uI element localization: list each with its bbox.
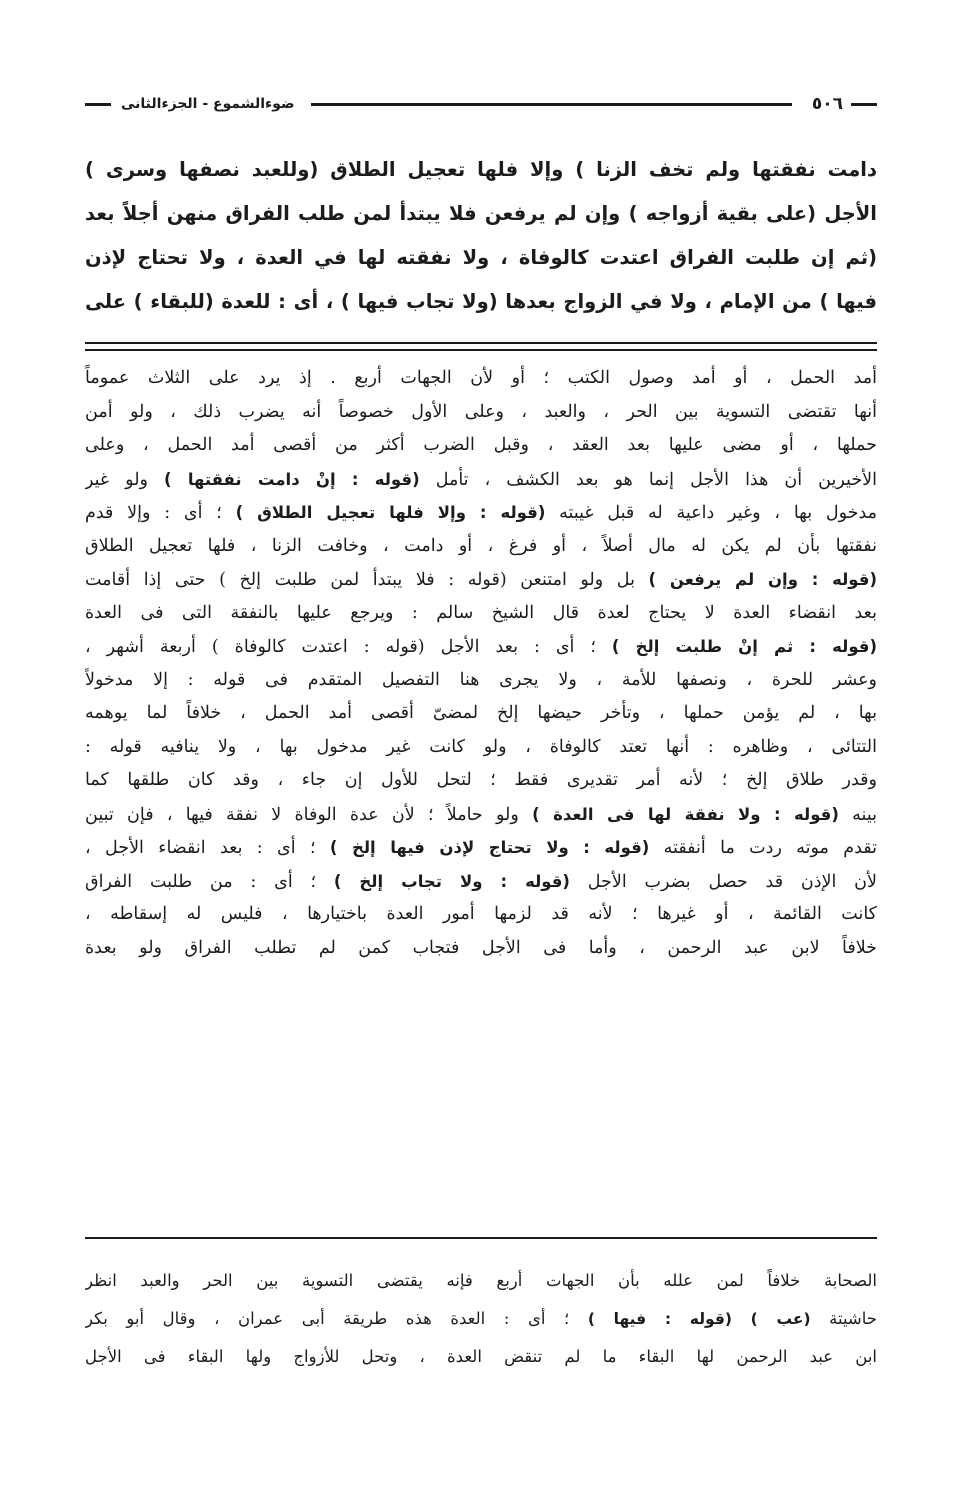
line-text: ؛ أى : بعد انقضاء الأجل ،: [85, 838, 330, 858]
line-text: بينه: [838, 804, 877, 825]
commentary-line: [85, 429, 877, 463]
bold-quote: (قوله : وإن لم يرفعن ): [648, 570, 877, 589]
commentary-line: [85, 898, 877, 932]
main-text-line: فيها ) من الإمام ، ولا في الزواج بعدها (ولا تجاب فيها ) ، أى : للعدة (للبقاء ) على: [85, 290, 877, 313]
page-number: ٥٠٦: [811, 94, 843, 114]
footnote-line: [85, 1300, 877, 1338]
line-text: حاشيتة: [810, 1309, 877, 1328]
commentary-line: [85, 664, 877, 698]
line-text: أمد الحمل ، أو أمد وصول الكتب ؛ أو لأن الجهات أربع . إذ يرد على الثلاث عموماً: [85, 368, 877, 388]
line-text: ؛ أى : وإلا قدم: [85, 503, 236, 523]
running-header: [85, 88, 877, 120]
commentary-line: [85, 731, 877, 765]
line-text: بها ، لم يؤمن حملها ، وتأخر حيضها إلخ لمضىّ أقصى أمد الحمل ، خلافاً لما يوهمه: [85, 703, 877, 723]
footnote-block: [85, 1262, 877, 1376]
commentary-line: [85, 563, 877, 597]
commentary-line: [85, 630, 877, 664]
line-text: الصحابة خلافاً لمن علله بأن الجهات أربع فإنه يقتضى التسوية بين الحر والعبد انظر: [85, 1271, 877, 1290]
footnote-line: [85, 1338, 877, 1376]
commentary-line: [85, 798, 877, 832]
commentary-line: [85, 362, 877, 396]
commentary-line: [85, 697, 877, 731]
footnote-line: [85, 1262, 877, 1300]
line-text: أنها تقتضى التسوية بين الحر ، والعبد ، وعلى الأول خصوصاً أنه يضرب ذلك ، ولو أمن: [85, 401, 877, 422]
line-text: ؛ أى : من طلبت الفراق: [85, 871, 334, 892]
line-text: وعشر للحرة ، ونصفها للأمة ، ولا يجرى هنا التفصيل المتقدم فى قوله : إلا مدخولاً: [85, 669, 877, 690]
commentary-line: [85, 764, 877, 798]
line-text: ؛ أى : العدة هذه طريقة أبى عمران ، وقال أبو بكر: [85, 1309, 588, 1328]
line-text: بل ولو امتنعن (قوله : فلا يبتدأ لمن طلبت إلخ ) حتى إذا أقامت: [85, 570, 649, 590]
line-text: مدخول بها ، وغير داعية له قبل غيبته: [545, 503, 877, 523]
line-text: لأن الإذن قد حصل بضرب الأجل: [569, 871, 877, 892]
main-text-line: دامت نفقتها ولم تخف الزنا ) وإلا فلها تعجيل الطلاق (وللعبد نصفها وسرى ): [85, 158, 877, 181]
commentary-line: [85, 597, 877, 631]
bold-quote: (قوله : ولا نفقة لها فى العدة ): [532, 804, 839, 824]
bold-quote: (قوله : ثم إنْ طلبت إلخ ): [611, 637, 877, 656]
bold-quote: (قوله : ولا تجاب إلخ ): [333, 871, 570, 891]
book-title: ضوءالشموع - الجزءالثانى: [121, 96, 295, 112]
commentary-block: [85, 362, 877, 965]
commentary-line: [85, 396, 877, 430]
commentary-line: [85, 530, 877, 564]
commentary-line: [85, 865, 877, 899]
bold-quote: (قوله : وإلا فلها تعجيل الطلاق ): [235, 503, 546, 522]
header-dash-right: [851, 103, 877, 106]
bold-quote: (قوله : ولا تحتاج لإذن فيها إلخ ): [329, 838, 650, 857]
bold-quote: (قوله : إنْ دامت نفقتها ): [164, 469, 420, 489]
main-text-block: [85, 148, 877, 324]
line-text: خلافاً لابن عبد الرحمن ، وأما فى الأجل فتجاب كمن لم تطلب الفراق ولو بعدة: [85, 937, 877, 958]
line-text: حملها ، أو مضى عليها بعد العقد ، وقبل الضرب أكثر من أقصى أمد الحمل ، وعلى: [85, 435, 877, 455]
main-text-line: (ثم إن طلبت الفراق اعتدت كالوفاة ، ولا نفقته لها في العدة ، ولا تحتاج لإذن: [85, 246, 877, 269]
main-text-line: الأجل (على بقية أزواجه ) وإن لم يرفعن فلا يبتدأ لمن طلب الفراق منهن أجلاً بعد: [85, 202, 877, 225]
line-text: ابن عبد الرحمن لها البقاء ما لم تنقض العدة ، وتحل للأزواج ولها البقاء فى الأجل: [85, 1347, 877, 1366]
line-text: كانت القائمة ، أو غيرها ؛ لأنه قد لزمها أمور العدة باختيارها ، فليس له إسقاطه ،: [85, 904, 877, 924]
line-text: الأخيرين أن هذا الأجل إنما هو بعد الكشف ، تأمل: [419, 469, 877, 490]
header-rule: [311, 103, 792, 106]
commentary-line: [85, 831, 877, 865]
line-text: ولو حاملاً ؛ لأن عدة الوفاة لا نفقة فيها ، فإن تبين: [85, 804, 533, 825]
commentary-line: [85, 932, 877, 966]
line-text: ؛ أى : بعد الأجل (قوله : اعتدت كالوفاة ) أربعة أشهر ،: [85, 637, 612, 657]
line-text: التتائى ، وظاهره : أنها تعتد كالوفاة ، ولو كانت غير مدخول بها ، ولا ينافيه قوله :: [85, 736, 877, 757]
footnote-divider: [85, 1237, 877, 1239]
line-text: ولو غير: [85, 469, 165, 490]
line-text: بعد انقضاء العدة لا يحتاج لعدة قال الشيخ سالم : ويرجع عليها بالنفقة التى فى العدة: [85, 602, 877, 623]
line-text: نفقتها بأن لم يكن له مال أصلاً ، أو فرغ ، أو دامت ، وخافت الزنا ، فلها تعجيل الطلاق: [85, 535, 877, 556]
bold-quote: (عب ) (قوله : فيها ): [587, 1310, 811, 1328]
double-divider: [85, 342, 877, 351]
commentary-line: [85, 496, 877, 530]
line-text: وقدر طلاق إلخ ؛ لأنه أمر تقديرى فقط ؛ لتحل للأول إن جاء ، وقد كان طلقها كما: [85, 770, 877, 790]
commentary-line: [85, 463, 877, 497]
header-dash-left: [85, 103, 111, 106]
line-text: تقدم موته ردت ما أنفقته: [649, 838, 877, 858]
